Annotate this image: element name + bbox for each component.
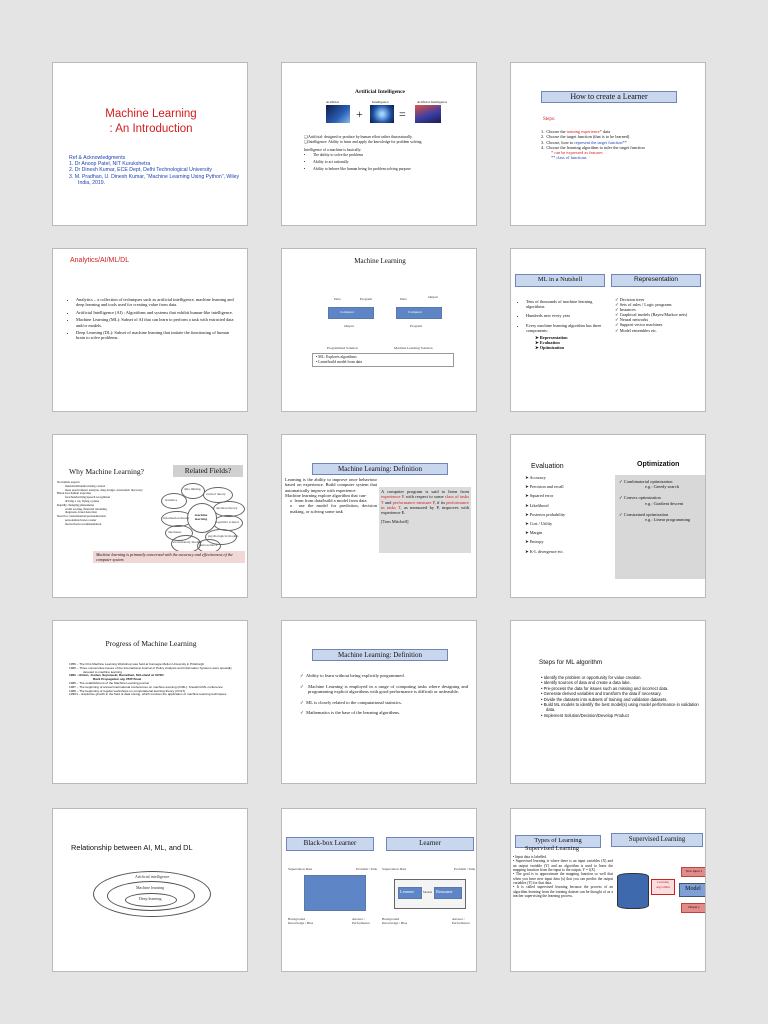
diagram-label: Computer — [408, 310, 422, 314]
slide-title: Machine Learning — [354, 257, 406, 265]
slide-10 — [52, 620, 248, 784]
list-item: • Deep Learning (DL): Subset of machine learning that imitate the functioning of human brain to solve problems. — [76, 330, 237, 341]
slide-7: Why Machine Learning? Related Fields? No human experts industrial/manufacturing control mass spectrometer analysis, drug design, astronomic discovery Black-box human expertise face/handwriting/speech recognition driving a car, flying a plane Rapidly changing phenomena credit scoring, financial modeling diagnosis, fraud detection Need for customization/personalization personalized news reader movie/book recommendation machine learning data mining control theory statistics decision theory information theory cognitive science databases psychological models evolutionary models neuroscience Machine learning is primarily concerned with the accuracy and effectiveness of the computer system. — [52, 434, 248, 598]
diagram-label: Output — [344, 324, 354, 328]
slide-8 — [281, 434, 477, 598]
ml-label: Machine learning — [136, 885, 165, 890]
bullet-list — [67, 297, 237, 343]
timeline-list: 1956 – The First Machine Learning Workshop was held at Carnegie Mellon University in Pittsburgh 1980 – Three consecutive issues of the International Journal of Policy Analysis and Information Systems were specially devoted to machine learning 1981 - Hinton, Jordan, Sejnowski, Rumelhart, McLeland at UCSD Back Propagation alg. PDP Book 1986 – The establishment of the Machine Learning journal 1987 – The beginning of annual international conferences on machine learning (ICML). Snowbird ML conference 1988 – The beginning of regular workshops on computational learning theory (COLT) 1990’s – Explosive growth in the field of data mining, which involves the application of machine learning techniques. — [69, 662, 232, 697]
center-label: machine learning — [194, 513, 208, 521]
list-item: • Artificial Intelligence (AI) : Algorithms and systems that exhibit human-like intelligence. — [76, 310, 237, 315]
evaluation-list: ➤ Accuracy ➤ Precision and recall ➤ Squared error ➤ Likelihood ➤ Posterior probability ➤ Cost / Utility ➤ Margin ➤ Entropy ➤ K-L divergence etc. — [525, 475, 566, 554]
slide-title: Machine Learning: Definition — [312, 649, 448, 661]
slide-title: Analytics/AI/ML/DL — [70, 257, 130, 264]
training-table — [617, 873, 649, 909]
bar-left: Black-box Learner — [286, 837, 374, 851]
list-item: • Analytics – a collection of techniques such as artificial intelligence, machine learning and deep learning and tools used for creating value from data. — [76, 297, 237, 308]
slide-title: Artificial Intelligence — [355, 89, 405, 95]
slide-11 — [281, 620, 477, 784]
image-artificial — [326, 105, 350, 123]
model-box: Model — [679, 883, 706, 897]
subtitle: Supervised Learning — [525, 845, 579, 852]
list-item: • Ability to behave like human being for problem solving purpose — [313, 167, 469, 172]
black-box — [304, 875, 366, 911]
list-item: • Hundreds new every year — [526, 313, 609, 318]
notes-box: • ML: Explores algorithms • Learn/build model from data — [312, 353, 454, 367]
diagram-caption: Programmed Solution — [327, 346, 358, 350]
list-item: • Ability to act rationally — [313, 160, 469, 165]
diagram-label: Computer — [340, 310, 354, 314]
bar-right: Representation — [611, 274, 701, 287]
bar-right: Learner — [386, 837, 474, 851]
slide-12 — [510, 620, 706, 784]
definitions: ❏ Artificial: designed or produce by human effort rather than naturally. ❏ Intelligence: Ability to learn and apply the knowledge for problem solving. Intelligence of a machine is basically: • The ability to solve the problems • Ability to act rationally • Ability to behave like human being for problem solving purpose — [304, 135, 469, 174]
bar-left: ML in a Nutshell — [515, 274, 605, 287]
references: Ref & Acknowledgments 1. Dr Anoop Patel, NIT Kurukshetra 2. Dr Dinesh Kumar, ECE Dept, Delhi Technological University 3. M. Pradhan, U. Dinesh Kumar, “Machine Learning Using Python”, Wiley India, 2019. — [69, 155, 240, 186]
list-item: • Machine Learning (ML): Subset of AI that can learn to perform a task with extracted data and/or models. — [76, 317, 237, 328]
nutshell-list: • Tens of thousands of machine learning algorithms • Hundreds new every year • Every machine learning algorithm has three components: ➤ Representation ➤ Evaluation ➤ Optimization — [517, 299, 609, 351]
note-box: Machine learning is primarily concerned with the accuracy and effectiveness of the computer system. — [93, 551, 245, 563]
slide-title: Machine Learning: Definition — [312, 463, 448, 475]
diagram-label: Program — [410, 324, 423, 328]
slide-title: Why Machine Learning? — [69, 467, 144, 476]
dl-label: Deep learning — [139, 896, 162, 901]
image-caption: Artificial — [326, 100, 339, 104]
bar-left: Types of Learning — [515, 835, 601, 848]
definition-list: ✓ Ability to learn without being explicitly programmed. ✓ Machine Learning is employed in a range of computing tasks where designing and programming explicit algorithms with good performance is difficult or unfeasible. ✓ ML is closely related to the computational statistics. ✓ Mathematics is the base of the learning algorithms. — [300, 673, 468, 716]
list-item: • Tens of thousands of machine learning algorithms — [526, 299, 609, 309]
slide-title: Progress of Machine Learning — [105, 639, 197, 648]
slide-3 — [510, 62, 706, 226]
image-intelligence — [370, 105, 394, 123]
list-item: • The ability to solve the problems — [313, 153, 469, 158]
diagram-label: Program — [360, 297, 373, 301]
optimization-box: ✓ Combinatorial optimization e.g.: Greedy search ✓ Convex optimization e.g.: Gradient descent ✓ Constrained optimization e.g.: Linear programming — [615, 475, 705, 579]
slide-6 — [510, 248, 706, 412]
steps-list: 1. Choose the training experience* data 2. Choose the target function (that is to be learned) 3. Choose, how to represent the target function** 4. Choose the learning algorithm to infer the target function * can be expressed as features ** class of functions — [541, 129, 645, 161]
slide-9 — [510, 434, 706, 598]
bar-right: Supervised Learning — [611, 833, 703, 847]
image-caption: Intelligence — [372, 100, 389, 104]
mitchell-box: A computer program is said to learn from experience E with respect to some class of tasks T and performance measure P, if its performance in tasks T, as measured by P, improves with experience E. [Tom Mitchell] — [379, 487, 471, 553]
slide-5 — [281, 248, 477, 412]
slide-title: Steps for ML algorithm — [539, 659, 603, 666]
list-item: • Every machine learning algorithm has three components: — [526, 323, 609, 333]
image-artificial-intelligence — [415, 105, 441, 123]
evaluation-title: Evaluation — [531, 463, 564, 470]
ai-label: Artificial intelligence — [135, 874, 170, 879]
diagram-caption: Machine Learning Solution — [394, 346, 433, 350]
slide-1 — [52, 62, 248, 226]
reasons-list: No human experts industrial/manufacturing control mass spectrometer analysis, drug design, astronomic discovery Black-box human expertise face/handwriting/speech recognition driving a car, flying a plane Rapidly changing phenomena credit scoring, financial modeling diagnosis, fraud detection Need for customization/personalization personalized news reader movie/book recommendation — [57, 480, 143, 526]
slide-title: Machine Learning : An Introduction — [105, 108, 197, 135]
optimization-title: Optimization — [637, 461, 680, 468]
definition-text: Learning is the ability to improve once behaviour based on experience. Build computer system that automatically improve with experience. Machine learning explore algorithm that can- o learn from data/build a model from data o use the model for prediction, decision making, or solving some task — [285, 477, 378, 514]
representation-list: ✓ Decision trees ✓ Sets of rules / Logic programs ✓ Instances ✓ Graphical models (Bayes/Markov nets) ✓ Neural networks ✓ Support vector machines ✓ Model ensembles etc. — [615, 297, 688, 333]
slide-2 — [281, 62, 477, 226]
slide-title: How to create a Learner — [541, 91, 677, 103]
diagram-label: Data — [400, 297, 407, 301]
new-input-box: New Input x — [681, 867, 706, 877]
slide-title: Relationship between AI, ML, and DL — [71, 843, 193, 852]
slide-14: Black-box Learner Learner Supervision Data Problem / Task Background Knowledge / Bias Answer / Performance Supervision Data Problem / Task Learner Reasoner Models Background Knowledge / Bias Answer / Performance — [281, 808, 477, 972]
steps-list: • Identify the problem or opportunity for value creation. • Identify sources of data and create a data lake. • Pre-process the data for issues such as missing and incorrect data. • Generate derived variables and transform the data if necessary. • Divide the datasets into subsets of training and validation datasets. • Build ML models to identify the best model(s) using model performance in validation data. • Implement Solution/Decision/Develop Product — [541, 675, 699, 718]
equals-sign: = — [399, 107, 406, 121]
output-box: Output y — [681, 903, 706, 913]
diagram-label: Data — [334, 297, 341, 301]
learning-algorithm-box: Learning Algorithm — [651, 879, 675, 895]
image-caption: Artificial Intelligence — [417, 100, 448, 104]
slide-title-2: Related Fields? — [173, 465, 243, 477]
slide-13 — [52, 808, 248, 972]
steps-label: Steps: — [543, 117, 556, 122]
diagram-label: Output — [428, 295, 438, 299]
slide-15 — [510, 808, 706, 972]
plus-sign: + — [356, 107, 363, 121]
slide-4 — [52, 248, 248, 412]
supervised-list: • Input data is labelled. • Supervised learning is where there is an input variables (X) and an output variable (Y) and an algorithm is used to learn the mapping function from the input to the output. Y = f(X) • The goal is to approximate the mapping function so well that when you have new input data (x) that you can predict the output variables (Y) for that data. • It is called supervised learning because the process of an algorithm learning from the training dataset can be thought of as a teacher supervising the learning process. — [513, 855, 614, 899]
